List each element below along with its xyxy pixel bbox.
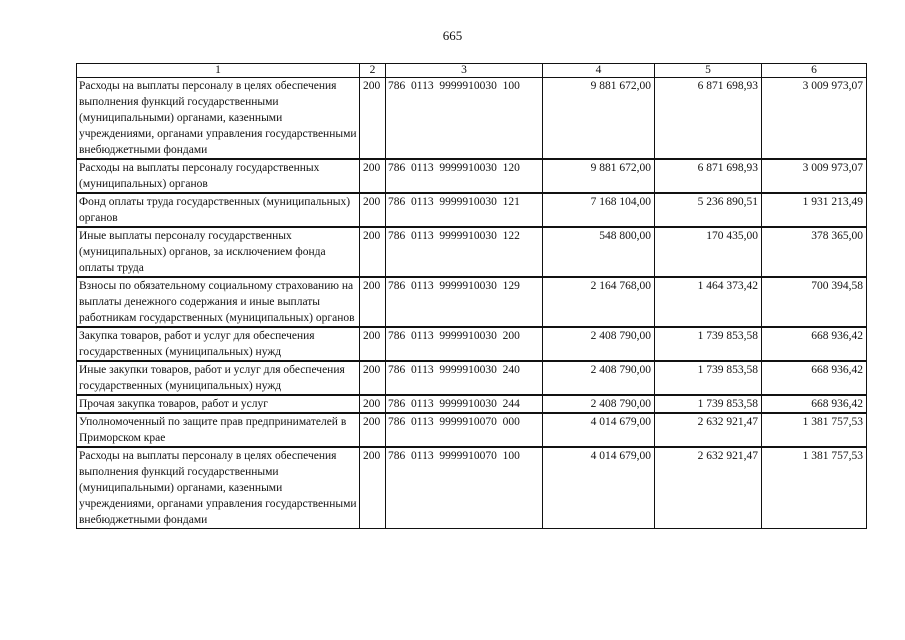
row-value-4: 4 014 679,00: [543, 447, 655, 529]
row-value-6: 1 931 213,49: [762, 193, 867, 227]
row-value-4: 7 168 104,00: [543, 193, 655, 227]
table-row: [77, 193, 867, 227]
row-name: Фонд оплаты труда государственных (муниципальных) органов: [77, 193, 360, 227]
row-value-6: 378 365,00: [762, 227, 867, 277]
row-value-5: 1 739 853,58: [655, 361, 762, 395]
row-code-200: 200: [360, 277, 386, 327]
row-value-5: 170 435,00: [655, 227, 762, 277]
row-classification-codes: 786 0113 9999910030 120: [386, 159, 543, 193]
table-row: [77, 227, 867, 277]
column-header-6: 6: [762, 64, 867, 78]
row-classification-codes: 786 0113 9999910030 129: [386, 277, 543, 327]
row-value-5: 5 236 890,51: [655, 193, 762, 227]
row-value-4: 2 408 790,00: [543, 395, 655, 413]
row-value-5: 1 464 373,42: [655, 277, 762, 327]
row-value-5: 6 871 698,93: [655, 78, 762, 160]
row-classification-codes: 786 0113 9999910030 100: [386, 78, 543, 160]
budget-table: [76, 63, 867, 529]
row-classification-codes: 786 0113 9999910030 244: [386, 395, 543, 413]
row-name: Расходы на выплаты персоналу государственных (муниципальных) органов: [77, 159, 360, 193]
row-value-6: 700 394,58: [762, 277, 867, 327]
row-value-4: 2 408 790,00: [543, 361, 655, 395]
column-header-4: 4: [543, 64, 655, 78]
page-number: 665: [442, 28, 463, 43]
row-value-6: 1 381 757,53: [762, 413, 867, 447]
column-header-2: 2: [360, 64, 386, 78]
column-header-3: 3: [386, 64, 543, 78]
row-code-200: 200: [360, 413, 386, 447]
table-row: [77, 361, 867, 395]
row-value-4: 9 881 672,00: [543, 78, 655, 160]
row-code-200: 200: [360, 193, 386, 227]
column-header-5: 5: [655, 64, 762, 78]
row-value-4: 548 800,00: [543, 227, 655, 277]
row-value-5: 2 632 921,47: [655, 413, 762, 447]
row-code-200: 200: [360, 395, 386, 413]
table-header-row: [77, 64, 867, 78]
row-value-6: 3 009 973,07: [762, 159, 867, 193]
row-name: Закупка товаров, работ и услуг для обеспечения государственных (муниципальных) нужд: [77, 327, 360, 361]
row-classification-codes: 786 0113 9999910030 121: [386, 193, 543, 227]
row-name: Иные выплаты персоналу государственных (муниципальных) органов, за исключением фонда оплаты труда: [77, 227, 360, 277]
row-code-200: 200: [360, 447, 386, 529]
table-row: [77, 395, 867, 413]
table-row: [77, 327, 867, 361]
row-name: Иные закупки товаров, работ и услуг для обеспечения государственных (муниципальных) нужд: [77, 361, 360, 395]
row-name: Уполномоченный по защите прав предпринимателей в Приморском крае: [77, 413, 360, 447]
row-value-4: 4 014 679,00: [543, 413, 655, 447]
table-row: [77, 78, 867, 160]
table-row: [77, 413, 867, 447]
row-value-4: 2 164 768,00: [543, 277, 655, 327]
row-code-200: 200: [360, 227, 386, 277]
row-code-200: 200: [360, 327, 386, 361]
row-value-6: 3 009 973,07: [762, 78, 867, 160]
row-name: Взносы по обязательному социальному страхованию на выплаты денежного содержания и иные выплаты работникам государственных (муниципальных) органов: [77, 277, 360, 327]
row-name: Прочая закупка товаров, работ и услуг: [77, 395, 360, 413]
row-value-5: 1 739 853,58: [655, 327, 762, 361]
row-code-200: 200: [360, 78, 386, 160]
row-classification-codes: 786 0113 9999910070 000: [386, 413, 543, 447]
row-name: Расходы на выплаты персоналу в целях обеспечения выполнения функций государственными (муниципальными) органами, казенными учреждениями, органами управления государственными внебюджетными фондами: [77, 78, 360, 160]
row-value-6: 668 936,42: [762, 361, 867, 395]
row-value-5: 1 739 853,58: [655, 395, 762, 413]
row-classification-codes: 786 0113 9999910030 200: [386, 327, 543, 361]
row-value-6: 1 381 757,53: [762, 447, 867, 529]
row-classification-codes: 786 0113 9999910030 240: [386, 361, 543, 395]
row-value-4: 9 881 672,00: [543, 159, 655, 193]
row-classification-codes: 786 0113 9999910070 100: [386, 447, 543, 529]
row-value-5: 2 632 921,47: [655, 447, 762, 529]
row-name: Расходы на выплаты персоналу в целях обеспечения выполнения функций государственными (муниципальными) органами, казенными учреждениями, органами управления государственными внебюджетными фондами: [77, 447, 360, 529]
column-header-1: 1: [77, 64, 360, 78]
table-row: [77, 277, 867, 327]
row-value-6: 668 936,42: [762, 327, 867, 361]
row-value-5: 6 871 698,93: [655, 159, 762, 193]
row-code-200: 200: [360, 159, 386, 193]
table-row: [77, 447, 867, 529]
row-classification-codes: 786 0113 9999910030 122: [386, 227, 543, 277]
row-value-4: 2 408 790,00: [543, 327, 655, 361]
table-row: [77, 159, 867, 193]
row-value-6: 668 936,42: [762, 395, 867, 413]
row-code-200: 200: [360, 361, 386, 395]
